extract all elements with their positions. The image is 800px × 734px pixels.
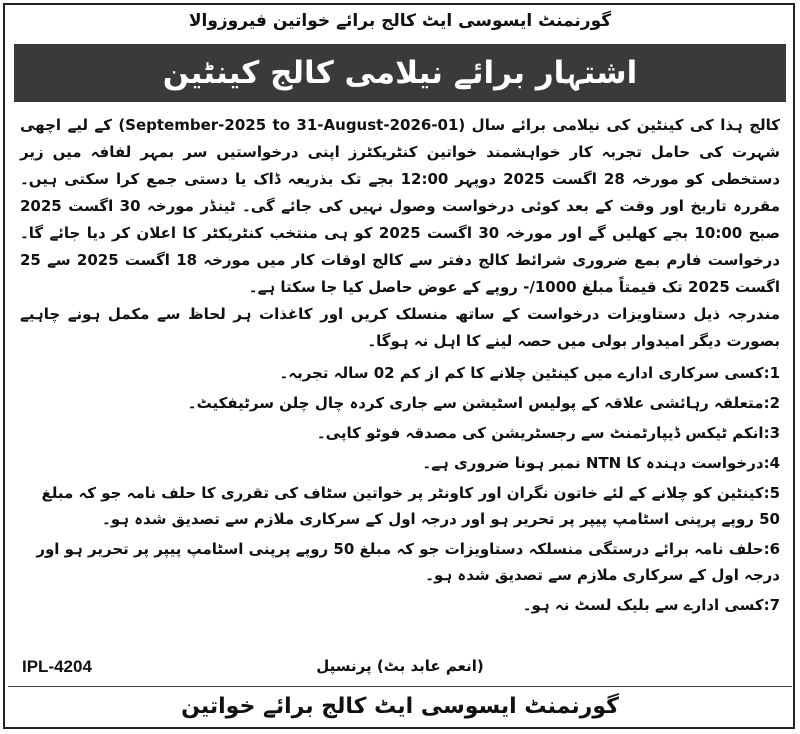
item-number: 1:: [763, 364, 780, 382]
body-paragraph-main: کالج ہذا کی کینٹین کی نیلامی برائے سال (01-September-2025 to 31-August-2026) کے لیے اچھی شہرت کی حامل تجربہ کار خواہشمند خواتین کنٹریکٹرز اپنی درخواستیں سر بمہر لفافہ میں زیر دستخطی کو مورخہ 28 اگست 2025 دوپہر 12:00 بجے تک بذریعہ ڈاک یا دستی جمع کرا سکتی ہیں۔ مقررہ تاریخ اور وقت کے بعد کوئی درخواست وصول نہیں کی جائے گی۔ ٹینڈر مورخہ 30 اگست 2025 صبح 10:00 بجے کھلیں گے اور مورخہ 30 اگست 2025 کو ہی منتخب کنٹریکٹر کا اعلان کر دیا جائے گا۔ درخواست فارم بمع ضروری شرائط کالج دفتر سے کالج اوقات کار میں مورخہ 18 اگست 2025 سے 25 اگست 2025 تک قیمتاً مبلغ 1000/- روپے کے عوض حاصل کیا جا سکتا ہے۔: [20, 116, 781, 296]
item-number: 6:: [763, 540, 780, 558]
principal-signature: (انعم عابد بٹ) پرنسپل: [316, 657, 484, 675]
item-number: 7:: [763, 596, 780, 614]
body-paragraph-documents: مندرجہ ذیل دستاویزات درخواست کے ساتھ منسلک کریں اور کاغذات ہر لحاظ سے مکمل ہونے چاہیے بصورت دیگر امیدوار بولی میں حصہ لینے کا اہل نہ ہوگا۔: [20, 305, 780, 350]
list-item: [20, 360, 780, 386]
item-number: 4:: [763, 454, 780, 472]
list-item: [20, 450, 780, 476]
item-text: کسی سرکاری ادارے میں کینٹین چلانے کا کم از کم 02 سالہ تجربہ۔: [279, 364, 764, 382]
ipl-reference-code: IPL-4204: [22, 657, 92, 676]
item-text: حلف نامہ برائے درستگی منسلکہ دستاویزات جو کہ مبلغ 50 روپے پرپنی اسٹامپ پیپر پر تحریر ہو اور درجہ اول کے سرکاری ملازم سے تصدیق شدہ ہو۔: [36, 540, 780, 584]
requirements-list: [20, 360, 780, 622]
footer-divider: [8, 686, 792, 687]
notice-title: اشتہار برائے نیلامی کالج کینٹین: [162, 55, 638, 91]
item-text: کسی ادارے سے بلیک لسٹ نہ ہو۔: [522, 596, 764, 614]
notice-title-banner: [14, 44, 786, 102]
list-item: [20, 536, 780, 588]
item-text: متعلقہ رہائشی علاقہ کے پولیس اسٹیشن سے جاری کردہ چال چلن سرٹیفکیٹ۔: [187, 394, 764, 412]
item-number: 2:: [763, 394, 780, 412]
list-item: [20, 480, 780, 532]
item-text: کینٹین کو چلانے کے لئے خاتون نگران اور کاونٹر پر خواتین سٹاف کی تقرری کا حلف نامہ جو کہ مبلغ 50 روپے پرپنی اسٹامپ پیپر پر تحریر ہو اور درجہ اول کے سرکاری ملازم سے تصدیق شدہ ہو۔: [41, 484, 780, 528]
list-item: [20, 390, 780, 416]
item-text: درخواست دہندہ کا NTN نمبر ہونا ضروری ہے۔: [422, 454, 764, 472]
notice-body: [20, 112, 780, 355]
institution-header: گورنمنٹ ایسوسی ایٹ کالج برائے خواتین فیروزوالا: [188, 11, 612, 31]
item-number: 3:: [763, 424, 780, 442]
item-text: انکم ٹیکس ڈیپارٹمنٹ سے رجسٹریشن کی مصدقہ فوٹو کاپی۔: [316, 424, 764, 442]
list-item: [20, 592, 780, 618]
item-number: 5:: [763, 484, 780, 502]
footer-institution: گورنمنٹ ایسوسی ایٹ کالج برائے خواتین: [181, 694, 619, 719]
list-item: [20, 420, 780, 446]
